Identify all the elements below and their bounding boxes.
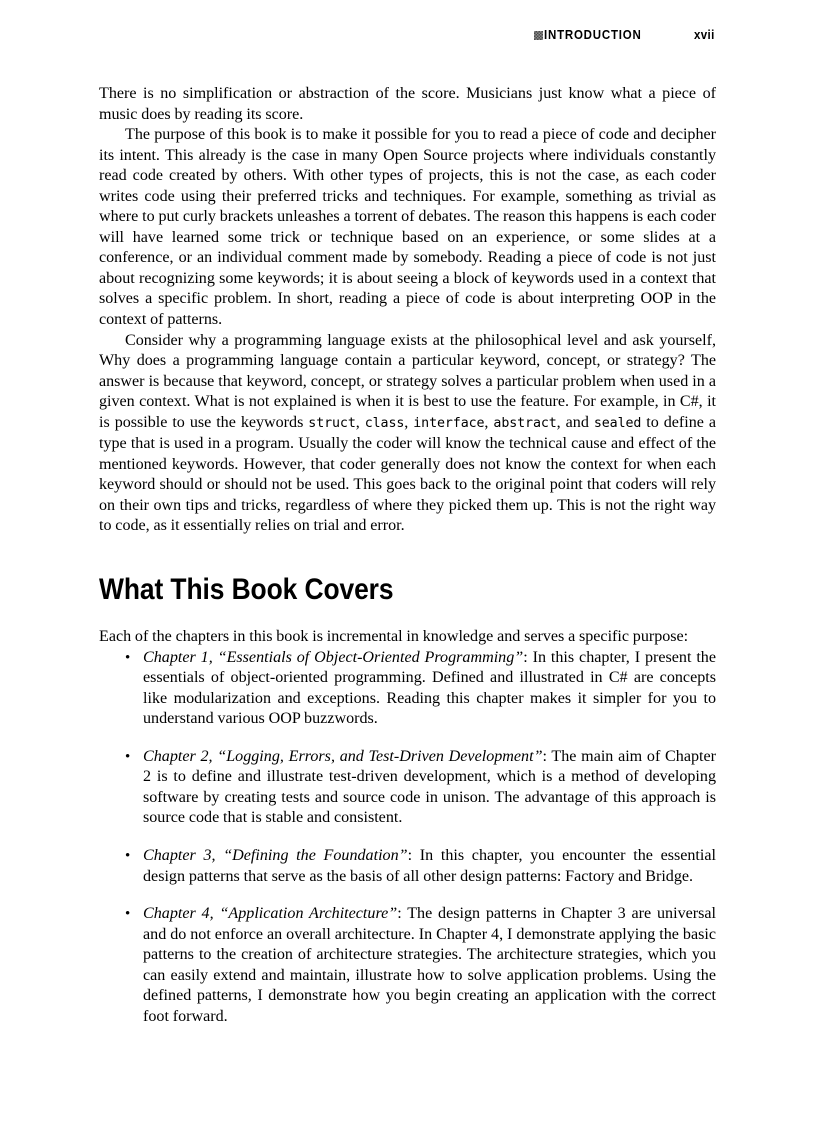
chapter-title: Chapter 3, “Defining the Foundation” [143,846,408,864]
chapter-title: Chapter 2, “Logging, Errors, and Test-Driven Development” [143,747,543,765]
list-item [99,747,716,829]
chapter-description: : The design patterns in Chapter 3 are universal and do not enforce an overall architecture. In Chapter 4, I demonstrate applying the basic patterns to the creation of architecture strategies. The architecture strategies, which you can easily extend and maintain, illustrate how to solve application problems. Using the defined patterns, I demonstrate how you begin creating an application with the correct foot forward. [143,905,716,1025]
section-lead-paragraph: Each of the chapters in this book is incremental in knowledge and serves a specific purpose: [99,628,689,646]
chapter-title: Chapter 4, “Application Architecture” [143,905,398,923]
code-keyword-interface: interface [413,415,485,431]
code-keyword-class: class [364,415,405,431]
code-keyword-struct: struct [308,415,356,431]
paragraph-3-sep-4: , and [556,413,594,431]
code-keyword-sealed: sealed [593,415,642,431]
chapter-description: : In this chapter, I present the essentials of object-oriented programming. Defined and illustrated in C# are concepts like modularization and exceptions. Reading this chapter makes it simpler for you to understand various OOP buzzwords. [143,648,716,728]
bullet-icon: • [125,847,131,864]
paragraph-3 [99,331,716,537]
bullet-icon: • [125,748,131,765]
chapter-description: : The main aim of Chapter 2 is to define and illustrate test-driven development, which is a method of developing software by creating tests and source code in unison. The advantage of this approach is source code that is stable and consistent. [143,747,716,827]
paragraph-3-part-2: to define a type that is used in a program. Usually the coder will know the technical cause and effect of the mentioned keywords. However, that coder generally does not know the context for when each keyword should or should not be used. This goes back to the original point that coders will rely on their own tips and tricks, regardless of where they picked them up. This is not the right way to code, as it essentially relies on trial and error. [99,413,717,535]
list-item [99,904,716,1027]
section-heading: What This Book Covers [99,573,394,607]
paragraph-3-sep-2: , [404,413,414,431]
paragraph-2: The purpose of this book is to make it possible for you to read a piece of code and decipher its intent. This already is the case in many Open Source projects where individuals constantly read code created by others. With other types of projects, this is not the case, as each coder writes code using their preferred tricks and techniques. For example, something as trivial as where to put curly brackets unleashes a torrent of debates. The reason this happens is each coder will have learned some trick or technique based on an experience, or some slides at a conference, or an individual comment made by somebody. Reading a piece of code is not just about recognizing some keywords; it is about seeing a block of keywords used in a context that solves a specific problem. In short, reading a piece of code is about interpreting OOP in the context of patterns. [99,126,716,329]
text-column [99,84,716,1027]
paragraph-3-part-1: Consider why a programming language exists at the philosophical level and ask yourself, Why does a programming language contain a particular keyword, concept, or strategy? The answer is because that keyword, concept, or strategy solves a particular problem when used in a given context. What is not explained is when it is best to use the feature. For example, in C#, it is possible to use the keywords [99,331,716,431]
page-number: xvii [693,28,715,42]
running-header [99,24,716,46]
paragraph-3-sep-3: , [484,413,494,431]
chapter-title: Chapter 1, “Essentials of Object-Oriented Programming” [143,648,524,666]
code-keyword-abstract: abstract [493,415,557,431]
list-item [99,846,716,887]
chapter-list [99,648,716,1028]
bullet-icon: • [125,906,131,923]
section-heading-wrap [99,574,716,606]
paragraph-1: There is no simplification or abstraction of the score. Musicians just know what a piece of music does by reading its score. [99,85,716,123]
running-head-title: INTRODUCTION [543,28,642,42]
checkered-square-icon [534,31,543,40]
paragraph-3-sep-1: , [355,413,365,431]
list-item [99,648,716,730]
bullet-icon: • [125,649,131,666]
chapter-description: : In this chapter, you encounter the essential design patterns that serve as the basis of all other design patterns: Factory and Bridge. [143,846,716,885]
